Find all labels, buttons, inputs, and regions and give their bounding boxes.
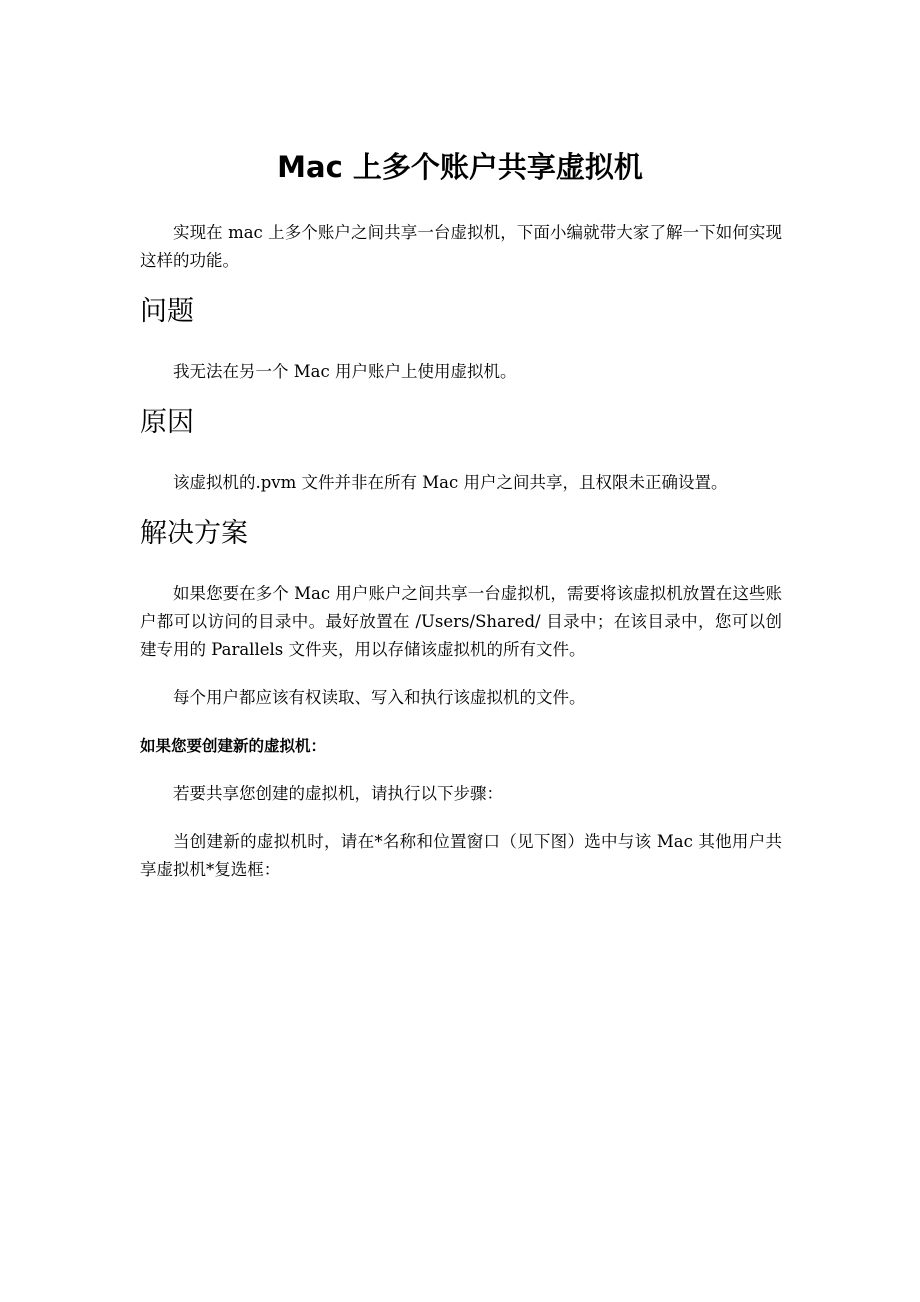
permission-paragraph: 每个用户都应该有权读取、写入和执行该虚拟机的文件。 — [173, 688, 586, 707]
section-heading-solution: 解决方案 — [140, 518, 248, 549]
solution-paragraph: 如果您要在多个 Mac 用户账户之间共享一台虚拟机，需要将该虚拟机放置在这些账户都可以访问的目录中。最好放置在 /Users/Shared/ 目录中；在该目录中，您可以创建专用的 Parallels 文件夹，用以存储该虚拟机的所有文件。 — [140, 584, 782, 659]
cause-paragraph: 该虚拟机的.pvm 文件并非在所有 Mac 用户之间共享，且权限未正确设置。 — [173, 473, 728, 492]
document-title: Mac 上多个账户共享虚拟机 — [277, 150, 643, 184]
document-body — [140, 219, 782, 884]
section-heading-cause: 原因 — [140, 407, 194, 438]
problem-paragraph: 我无法在另一个 Mac 用户账户上使用虚拟机。 — [173, 362, 517, 381]
subsection-heading-new-vm: 如果您要创建新的虚拟机： — [140, 737, 327, 755]
section-heading-problem: 问题 — [140, 296, 194, 327]
checkbox-instruction-paragraph: 当创建新的虚拟机时，请在*名称和位置窗口（见下图）选中与该 Mac 其他用户共享虚拟机*复选框： — [140, 832, 782, 879]
intro-paragraph: 实现在 mac 上多个账户之间共享一台虚拟机，下面小编就带大家了解一下如何实现这样的功能。 — [140, 223, 782, 270]
steps-intro-paragraph: 若要共享您创建的虚拟机，请执行以下步骤： — [173, 784, 503, 803]
